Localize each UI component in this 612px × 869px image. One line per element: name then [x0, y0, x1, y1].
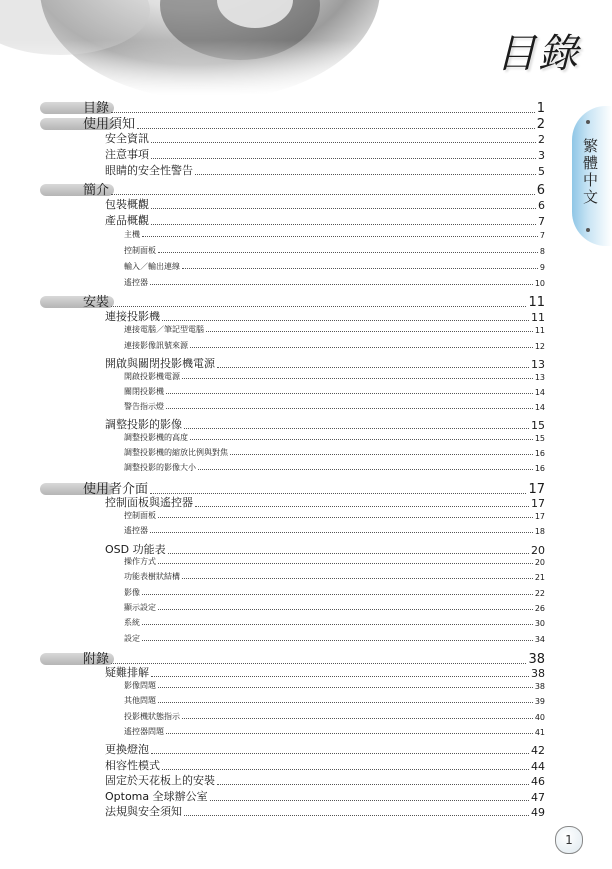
toc-entry-label: 連接電腦／筆記型電腦 — [124, 325, 204, 334]
toc-entry-level-2[interactable] — [105, 212, 545, 228]
toc-entry-page: 3 — [538, 149, 545, 162]
toc-entry-label: 相容性模式 — [105, 759, 160, 772]
toc-entry-page: 47 — [531, 791, 545, 804]
toc-entry-page: 38 — [534, 682, 545, 691]
tab-dot-icon — [586, 228, 590, 232]
toc-entry-label: 更換燈泡 — [105, 743, 149, 756]
toc-entry-page: 46 — [531, 775, 545, 788]
toc-entry-page: 14 — [534, 403, 545, 412]
toc-entry-level-3[interactable] — [124, 510, 545, 521]
dot-leader — [190, 346, 533, 348]
page-title: 目錄 — [496, 31, 580, 77]
dot-leader — [111, 193, 535, 195]
dot-leader — [195, 505, 529, 507]
toc-entry-label: 其他問題 — [124, 696, 156, 705]
dot-leader — [158, 608, 533, 610]
toc-entry-label: 連接影像訊號來源 — [124, 341, 188, 350]
dot-leader — [151, 157, 536, 159]
dot-leader — [158, 562, 533, 564]
toc-entry-level-2[interactable] — [105, 788, 545, 804]
toc-entry-page: 10 — [534, 279, 545, 288]
toc-entry-page: 22 — [534, 589, 545, 598]
toc-entry-label: Optoma 全球辦公室 — [105, 790, 208, 803]
toc-entry-label: 控制面板與遙控器 — [105, 496, 193, 509]
toc-entry-label: 遙控器問題 — [124, 727, 164, 736]
toc-entry-level-3[interactable] — [124, 432, 545, 443]
toc-entry-label: 安裝 — [83, 295, 110, 310]
toc-entry-label: 簡介 — [83, 183, 110, 198]
toc-entry-page: 7 — [538, 215, 545, 228]
dot-leader — [184, 814, 529, 816]
language-label: 繁體中文 — [581, 138, 599, 206]
toc-entry-label: 目錄 — [83, 101, 110, 116]
toc-entry-label: 產品概觀 — [105, 214, 149, 227]
dot-leader — [198, 468, 533, 470]
dot-leader — [151, 207, 536, 209]
dot-leader — [111, 305, 526, 307]
toc-entry-page: 7 — [539, 231, 545, 240]
toc-entry-level-2[interactable] — [105, 146, 545, 162]
toc-entry-page: 17 — [534, 512, 545, 521]
toc-entry-page: 14 — [534, 388, 545, 397]
dot-leader — [166, 732, 533, 734]
toc-entry-label: OSD 功能表 — [105, 543, 166, 556]
toc-entry-label: 注意事項 — [105, 148, 149, 161]
dot-leader — [166, 392, 533, 394]
dot-leader — [158, 701, 533, 703]
toc-entry-page: 5 — [538, 165, 545, 178]
toc-entry-level-2[interactable] — [105, 664, 545, 680]
dot-leader — [195, 173, 536, 175]
toc-entry-label: 關閉投影機 — [124, 387, 164, 396]
toc-entry-label: 開啟投影機電源 — [124, 372, 180, 381]
dot-leader — [182, 377, 533, 379]
toc-entry-label: 調整投影機的縮放比例與對焦 — [124, 448, 228, 457]
dot-leader — [184, 427, 529, 429]
toc-entry-level-3[interactable] — [124, 556, 545, 567]
toc-entry-label: 包裝概觀 — [105, 198, 149, 211]
toc-entry-level-2[interactable] — [105, 741, 545, 757]
toc-entry-page: 18 — [534, 527, 545, 536]
dot-leader — [166, 407, 533, 409]
toc-entry-page: 39 — [534, 697, 545, 706]
toc-entry-label: 開啟與關閉投影機電源 — [105, 357, 215, 370]
toc-entry-page: 49 — [531, 806, 545, 819]
dot-leader — [158, 251, 538, 253]
dot-leader — [210, 799, 529, 801]
toc-entry-label: 使用者介面 — [83, 482, 149, 497]
tab-dot-icon — [586, 120, 590, 124]
toc-entry-label: 影像 — [124, 588, 140, 597]
toc-entry-page: 38 — [531, 667, 545, 680]
toc-entry-level-3[interactable] — [124, 371, 545, 382]
toc-entry-level-3[interactable] — [124, 401, 545, 412]
toc-entry-label: 連接投影機 — [105, 310, 160, 323]
toc-entry-level-2[interactable] — [105, 757, 545, 773]
toc-entry-page: 42 — [531, 744, 545, 757]
toc-entry-level-2[interactable] — [105, 541, 545, 557]
toc-entry-page: 11 — [528, 295, 545, 310]
dot-leader — [150, 531, 533, 533]
toc-entry-label: 影像問題 — [124, 681, 156, 690]
toc-entry-level-2[interactable] — [105, 803, 545, 819]
toc-entry-page: 21 — [534, 573, 545, 582]
toc-entry-label: 調整投影的影像大小 — [124, 463, 196, 472]
toc-entry-label: 設定 — [124, 634, 140, 643]
toc-entry-level-2[interactable] — [105, 416, 545, 432]
dot-leader — [182, 577, 533, 579]
toc-entry-label: 功能表樹狀結構 — [124, 572, 180, 581]
page-number-badge: 1 — [555, 826, 583, 854]
dot-leader — [230, 453, 533, 455]
toc-entry-label: 使用須知 — [83, 117, 136, 132]
toc-entry-page: 11 — [531, 311, 545, 324]
toc-entry-level-3[interactable] — [124, 711, 545, 722]
toc-entry-page: 11 — [534, 326, 545, 335]
toc-entry-page: 16 — [534, 449, 545, 458]
toc-entry-page: 41 — [534, 728, 545, 737]
toc-entry-level-3[interactable] — [124, 680, 545, 691]
toc-entry-page: 15 — [534, 434, 545, 443]
toc-entry-label: 顯示設定 — [124, 603, 156, 612]
toc-entry-label: 控制面板 — [124, 246, 156, 255]
toc-entry-level-3[interactable] — [124, 340, 545, 351]
toc-entry-level-3[interactable] — [124, 571, 545, 582]
toc-entry-level-2[interactable] — [105, 130, 545, 146]
toc-entry-level-3[interactable] — [124, 245, 545, 256]
toc-entry-page: 15 — [531, 419, 545, 432]
dot-leader — [162, 319, 529, 321]
toc-entry-label: 操作方式 — [124, 557, 156, 566]
toc-entry-label: 疑難排解 — [105, 666, 149, 679]
toc-entry-page: 40 — [534, 713, 545, 722]
toc-entry-label: 投影機狀態指示 — [124, 712, 180, 721]
toc-entry-page: 12 — [534, 342, 545, 351]
dot-leader — [137, 127, 535, 129]
dot-leader — [168, 552, 529, 554]
toc-entry-level-3[interactable] — [124, 229, 545, 240]
toc-entry-page: 9 — [539, 263, 545, 272]
toc-entry-page: 1 — [536, 101, 545, 116]
toc-entry-page: 44 — [531, 760, 545, 773]
toc-entry-level-3[interactable] — [124, 587, 545, 598]
toc-entry-label: 安全資訊 — [105, 132, 149, 145]
language-tab — [572, 106, 612, 246]
toc-entry-page: 20 — [534, 558, 545, 567]
toc-entry-level-3[interactable] — [124, 695, 545, 706]
toc-entry-label: 主機 — [124, 230, 140, 239]
dot-leader — [217, 783, 529, 785]
toc-entry-page: 26 — [534, 604, 545, 613]
toc-entry-level-2[interactable] — [105, 355, 545, 371]
dot-leader — [206, 330, 533, 332]
toc-entry-label: 調整投影機的高度 — [124, 433, 188, 442]
dot-leader — [217, 366, 529, 368]
toc-entry-level-3[interactable] — [124, 525, 545, 536]
dot-leader — [182, 267, 538, 269]
toc-entry-page: 6 — [536, 183, 545, 198]
toc-entry-level-2[interactable] — [105, 772, 545, 788]
toc-entry-label: 調整投影的影像 — [105, 418, 182, 431]
toc-entry-level-3[interactable] — [124, 617, 545, 628]
dot-leader — [158, 516, 533, 518]
toc-entry-level-3[interactable] — [124, 462, 545, 473]
toc-entry-level-3[interactable] — [124, 633, 545, 644]
toc-entry-page: 17 — [531, 497, 545, 510]
toc-entry-page: 2 — [536, 117, 545, 132]
toc-entry-label: 輸入／輸出連線 — [124, 262, 180, 271]
toc-entry-label: 系統 — [124, 618, 140, 627]
toc-entry-label: 遙控器 — [124, 278, 148, 287]
toc-entry-label: 控制面板 — [124, 511, 156, 520]
toc-entry-page: 16 — [534, 464, 545, 473]
toc-entry-page: 38 — [528, 652, 545, 667]
dot-leader — [142, 639, 533, 641]
toc-entry-page: 13 — [531, 358, 545, 371]
toc-entry-level-3[interactable] — [124, 602, 545, 613]
toc-entry-page: 13 — [534, 373, 545, 382]
dot-leader — [158, 686, 533, 688]
toc-entry-level-2[interactable] — [105, 494, 545, 510]
toc-entry-page: 17 — [528, 482, 545, 497]
toc-entry-page: 6 — [538, 199, 545, 212]
toc-entry-page: 30 — [534, 619, 545, 628]
dot-leader — [182, 717, 533, 719]
dot-leader — [190, 438, 533, 440]
toc-entry-level-3[interactable] — [124, 277, 545, 288]
toc-entry-label: 警告指示燈 — [124, 402, 164, 411]
dot-leader — [142, 593, 533, 595]
toc-entry-level-3[interactable] — [124, 447, 545, 458]
toc-entry-level-3[interactable] — [124, 261, 545, 272]
toc-entry-page: 20 — [531, 544, 545, 557]
dot-leader — [142, 235, 538, 237]
dot-leader — [151, 223, 536, 225]
toc-entry-label: 固定於天花板上的安裝 — [105, 774, 215, 787]
dot-leader — [150, 283, 533, 285]
toc-entry-label: 法規與安全須知 — [105, 805, 182, 818]
toc-entry-level-3[interactable] — [124, 386, 545, 397]
toc-entry-level-2[interactable] — [105, 162, 545, 178]
toc-entry-level-2[interactable] — [105, 308, 545, 324]
toc-entry-level-3[interactable] — [124, 726, 545, 737]
dot-leader — [151, 141, 536, 143]
toc-entry-page: 8 — [539, 247, 545, 256]
toc-entry-label: 附錄 — [83, 652, 110, 667]
toc-entry-page: 34 — [534, 635, 545, 644]
toc-entry-label: 眼睛的安全性警告 — [105, 164, 193, 177]
dot-leader — [162, 768, 529, 770]
dot-leader — [142, 623, 533, 625]
toc-entry-level-2[interactable] — [105, 196, 545, 212]
toc-entry-label: 遙控器 — [124, 526, 148, 535]
toc-entry-level-3[interactable] — [124, 324, 545, 335]
toc-entry-page: 2 — [538, 133, 545, 146]
dot-leader — [151, 675, 529, 677]
dot-leader — [151, 752, 529, 754]
